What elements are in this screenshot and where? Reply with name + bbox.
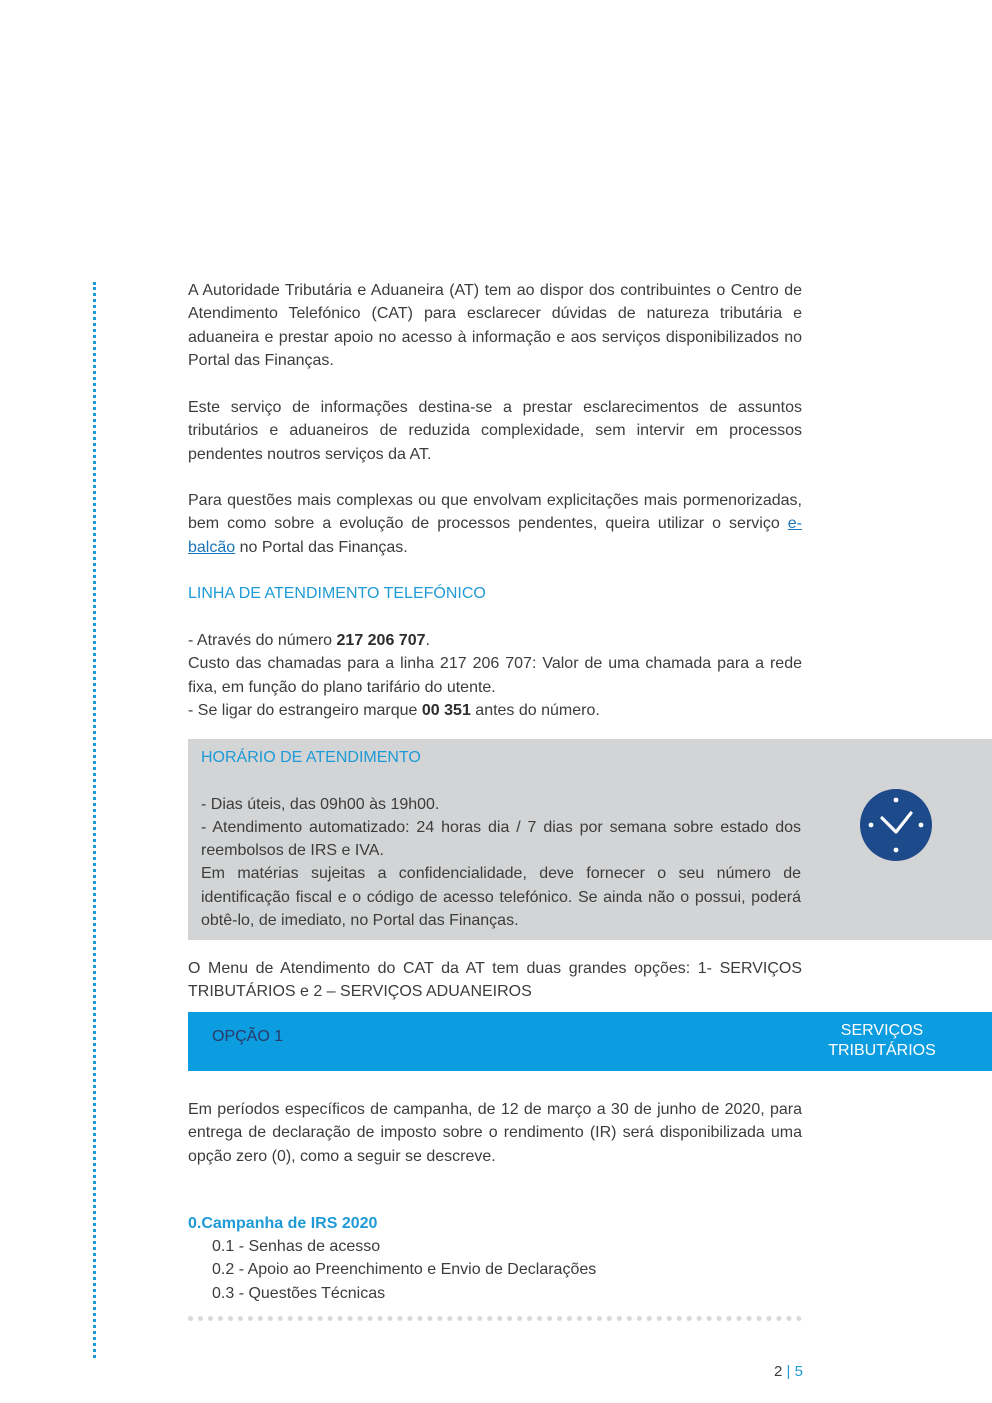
list-item: 0.3 - Questões Técnicas bbox=[212, 1284, 386, 1302]
servicos-title-line-2: TRIBUTÁRIOS bbox=[828, 1042, 936, 1059]
intro-paragraph-1: A Autoridade Tributária e Aduaneira (AT) tem ao dispor dos contribuintes o Centro de Atendimento Telefónico (CAT) para esclarecer dúvidas de natureza tributária e aduaneira e prestar apoio no acesso à informação e aos serviços disponibilizados no Portal das Finanças. bbox=[188, 282, 802, 369]
clock-icon bbox=[860, 789, 932, 861]
horario-box bbox=[188, 739, 992, 940]
intro-paragraph-3-start: Para questões mais complexas ou que envolvam explicitações mais pormenorizadas, bem como sobre a evolução de processos pendentes, queira utilizar o serviço bbox=[188, 492, 802, 533]
horario-weekdays: - Dias úteis, das 09h00 às 19h00. bbox=[201, 795, 440, 813]
horario-automated: - Atendimento automatizado: 24 horas dia / 7 dias por semana sobre estado dos reembolsos de IRS e IVA. bbox=[201, 818, 801, 860]
intro-paragraph-3 bbox=[188, 489, 802, 559]
opcao-1-bar bbox=[188, 1012, 992, 1071]
country-code: 00 351 bbox=[421, 701, 471, 719]
phone-number: 217 206 707 bbox=[336, 632, 426, 649]
abroad-line bbox=[188, 699, 802, 722]
horario-heading: HORÁRIO DE ATENDIMENTO bbox=[201, 749, 421, 766]
abroad-line-suffix: antes do número. bbox=[470, 701, 600, 719]
contact-details bbox=[188, 629, 802, 722]
horario-spacer bbox=[201, 769, 801, 792]
horario-content bbox=[201, 746, 801, 932]
e-balcao-link[interactable]: e-balcão bbox=[188, 515, 802, 556]
list-item: 0.1 - Senhas de acesso bbox=[212, 1238, 381, 1255]
horario-confidentiality: Em matérias sujeitas a confidencialidade, deve fornecer o seu número de identificação fiscal e o código de acesso telefónico. Se ainda não o possui, poderá obtê-lo, de imediato, no Portal das Finanças. bbox=[201, 865, 801, 930]
intro-paragraph-3-end: no Portal das Finanças. bbox=[235, 538, 408, 556]
intro-paragraph-2: Este serviço de informações destina-se a prestar esclarecimentos de assuntos tributários e aduaneiros de reduzida complexidade, sem intervir em processos pendentes noutros serviços da AT. bbox=[188, 399, 802, 463]
phone-line bbox=[188, 629, 802, 652]
abroad-line-prefix: - Se ligar do estrangeiro marque bbox=[188, 701, 422, 719]
servicos-tributarios-title bbox=[808, 1021, 956, 1061]
campanha-paragraph: Em períodos específicos de campanha, de 12 de março a 30 de junho de 2020, para entrega de declaração de imposto sobre o rendimento (IR) será disponibilizada uma opção zero (0), como a seguir se descreve. bbox=[188, 1101, 802, 1165]
menu-paragraph: O Menu de Atendimento do CAT da AT tem duas grandes opções: 1- SERVIÇOS TRIBUTÁRIOS e 2 – SERVIÇOS ADUANEIROS bbox=[188, 960, 802, 1001]
campanha-irs-heading: 0.Campanha de IRS 2020 bbox=[188, 1215, 378, 1232]
left-dotted-rule bbox=[93, 282, 96, 1358]
page-current: 2 bbox=[774, 1363, 783, 1380]
campanha-options-list bbox=[212, 1235, 596, 1305]
phone-line-prefix: - Através do número bbox=[188, 632, 337, 649]
page-separator: | bbox=[786, 1363, 791, 1380]
list-item: 0.2 - Apoio ao Preenchimento e Envio de Declarações bbox=[212, 1261, 597, 1279]
page-total: 5 bbox=[794, 1363, 803, 1380]
bottom-dotted-divider bbox=[188, 1316, 802, 1321]
linha-atendimento-heading: LINHA DE ATENDIMENTO TELEFÓNICO bbox=[188, 585, 486, 602]
servicos-title-line-1: SERVIÇOS bbox=[840, 1022, 924, 1039]
phone-line-suffix: . bbox=[425, 632, 430, 649]
page-number bbox=[774, 1363, 803, 1380]
call-cost-text: Custo das chamadas para a linha 217 206 707: Valor de uma chamada para a rede fixa, em função do plano tarifário do utente. bbox=[188, 655, 802, 696]
opcao-label: OPÇÃO 1 bbox=[212, 1028, 284, 1045]
